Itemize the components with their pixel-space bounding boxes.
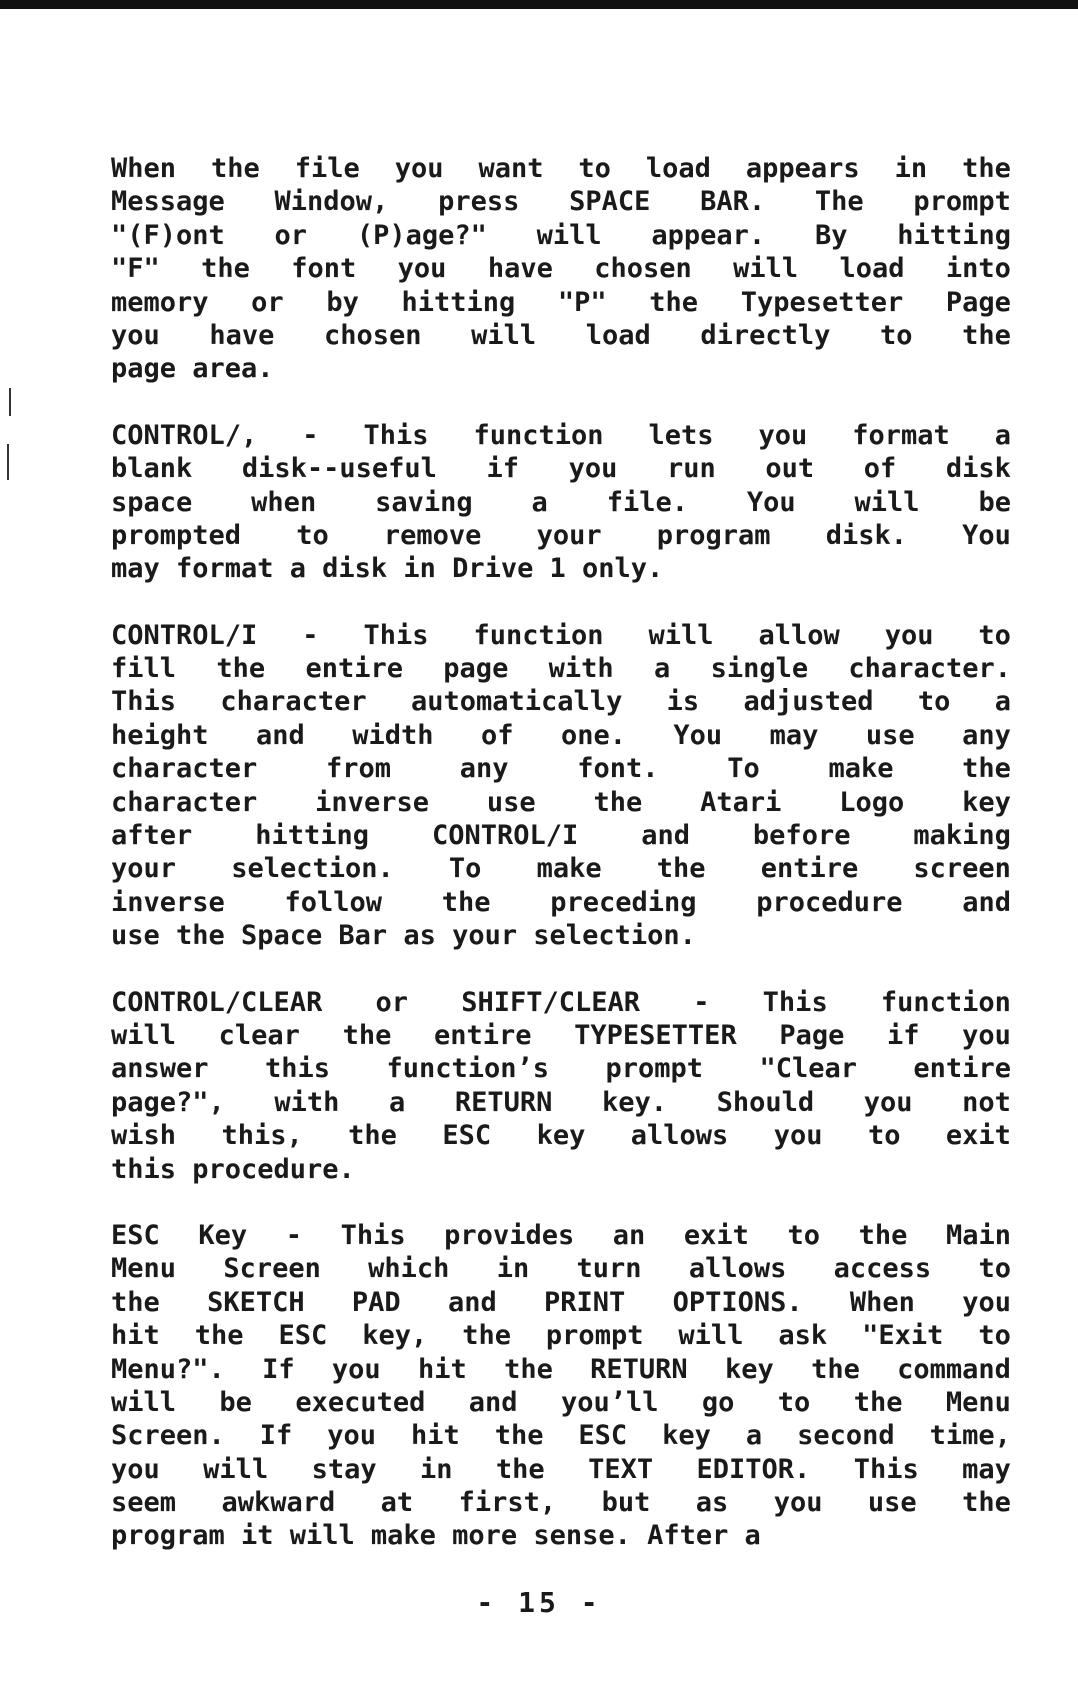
text-line: CONTROL/I - This function will allow you to [111,619,1011,651]
text-line: page?", with a RETURN key. Should you not [111,1086,1011,1118]
text-line: will clear the entire TYPESETTER Page if you [111,1019,1011,1051]
text-line: after hitting CONTROL/I and before making [111,820,1011,852]
text-line: ESC Key - This provides an exit to the Main [111,1219,1011,1251]
margin-mark-upper [9,388,11,416]
text-line: When the file you want to load appears in the [111,153,1011,184]
text-line: height and width of one. You may use any [111,719,1011,751]
text-line: answer this function’s prompt "Clear entire [111,1053,1011,1085]
text-line: the SKETCH PAD and PRINT OPTIONS. When you [111,1286,1011,1318]
top-rule [0,0,1078,9]
text-line: "(F)ont or (P)age?" will appear. By hitting [111,219,1011,251]
paragraph-control-clear [111,986,1011,1186]
text-line: may format a disk in Drive 1 only. [111,553,664,585]
text-line: character from any font. To make the [111,753,1011,785]
paragraph-load-file [111,152,1011,386]
text-line: inverse follow the preceding procedure and [111,886,1011,918]
text-line: memory or by hitting "P" the Typesetter Page [111,286,1011,318]
text-line: This character automatically is adjusted to a [111,686,1011,718]
text-line: seem awkward at first, but as you use the [111,1487,1011,1519]
text-line: Message Window, press SPACE BAR. The prompt [111,186,1011,218]
text-line: page area. [111,353,274,385]
paragraph-esc-key [111,1219,1011,1553]
margin-mark-lower [7,444,9,480]
text-line: prompted to remove your program disk. You [111,519,1011,551]
text-line: your selection. To make the entire screen [111,853,1011,885]
text-line: CONTROL/CLEAR or SHIFT/CLEAR - This function [111,986,1011,1018]
text-line: you have chosen will load directly to the [111,319,1011,351]
text-line: will be executed and you’ll go to the Menu [111,1386,1011,1418]
text-line: character inverse use the Atari Logo key [111,786,1011,818]
page-body [111,152,1011,1586]
text-line: fill the entire page with a single character. [111,653,1011,685]
text-line: this procedure. [111,1153,355,1185]
text-line: space when saving a file. You will be [111,486,1011,518]
text-line: you will stay in the TEXT EDITOR. This may [111,1453,1011,1485]
text-line: program it will make more sense. After a [111,1520,761,1552]
text-line: wish this, the ESC key allows you to exit [111,1120,1011,1152]
text-line: "F" the font you have chosen will load into [111,253,1011,285]
paragraph-control-comma [111,419,1011,586]
text-line: CONTROL/, - This function lets you format a [111,419,1011,451]
text-line: Menu?". If you hit the RETURN key the command [111,1353,1011,1385]
text-line: Screen. If you hit the ESC key a second time, [111,1420,1011,1452]
page-number: - 15 - [476,1586,602,1619]
text-line: hit the ESC key, the prompt will ask "Exit to [111,1320,1011,1352]
text-line: Menu Screen which in turn allows access to [111,1253,1011,1285]
text-line: use the Space Bar as your selection. [111,920,696,952]
paragraph-control-i [111,619,1011,953]
text-line: blank disk--useful if you run out of disk [111,453,1011,485]
